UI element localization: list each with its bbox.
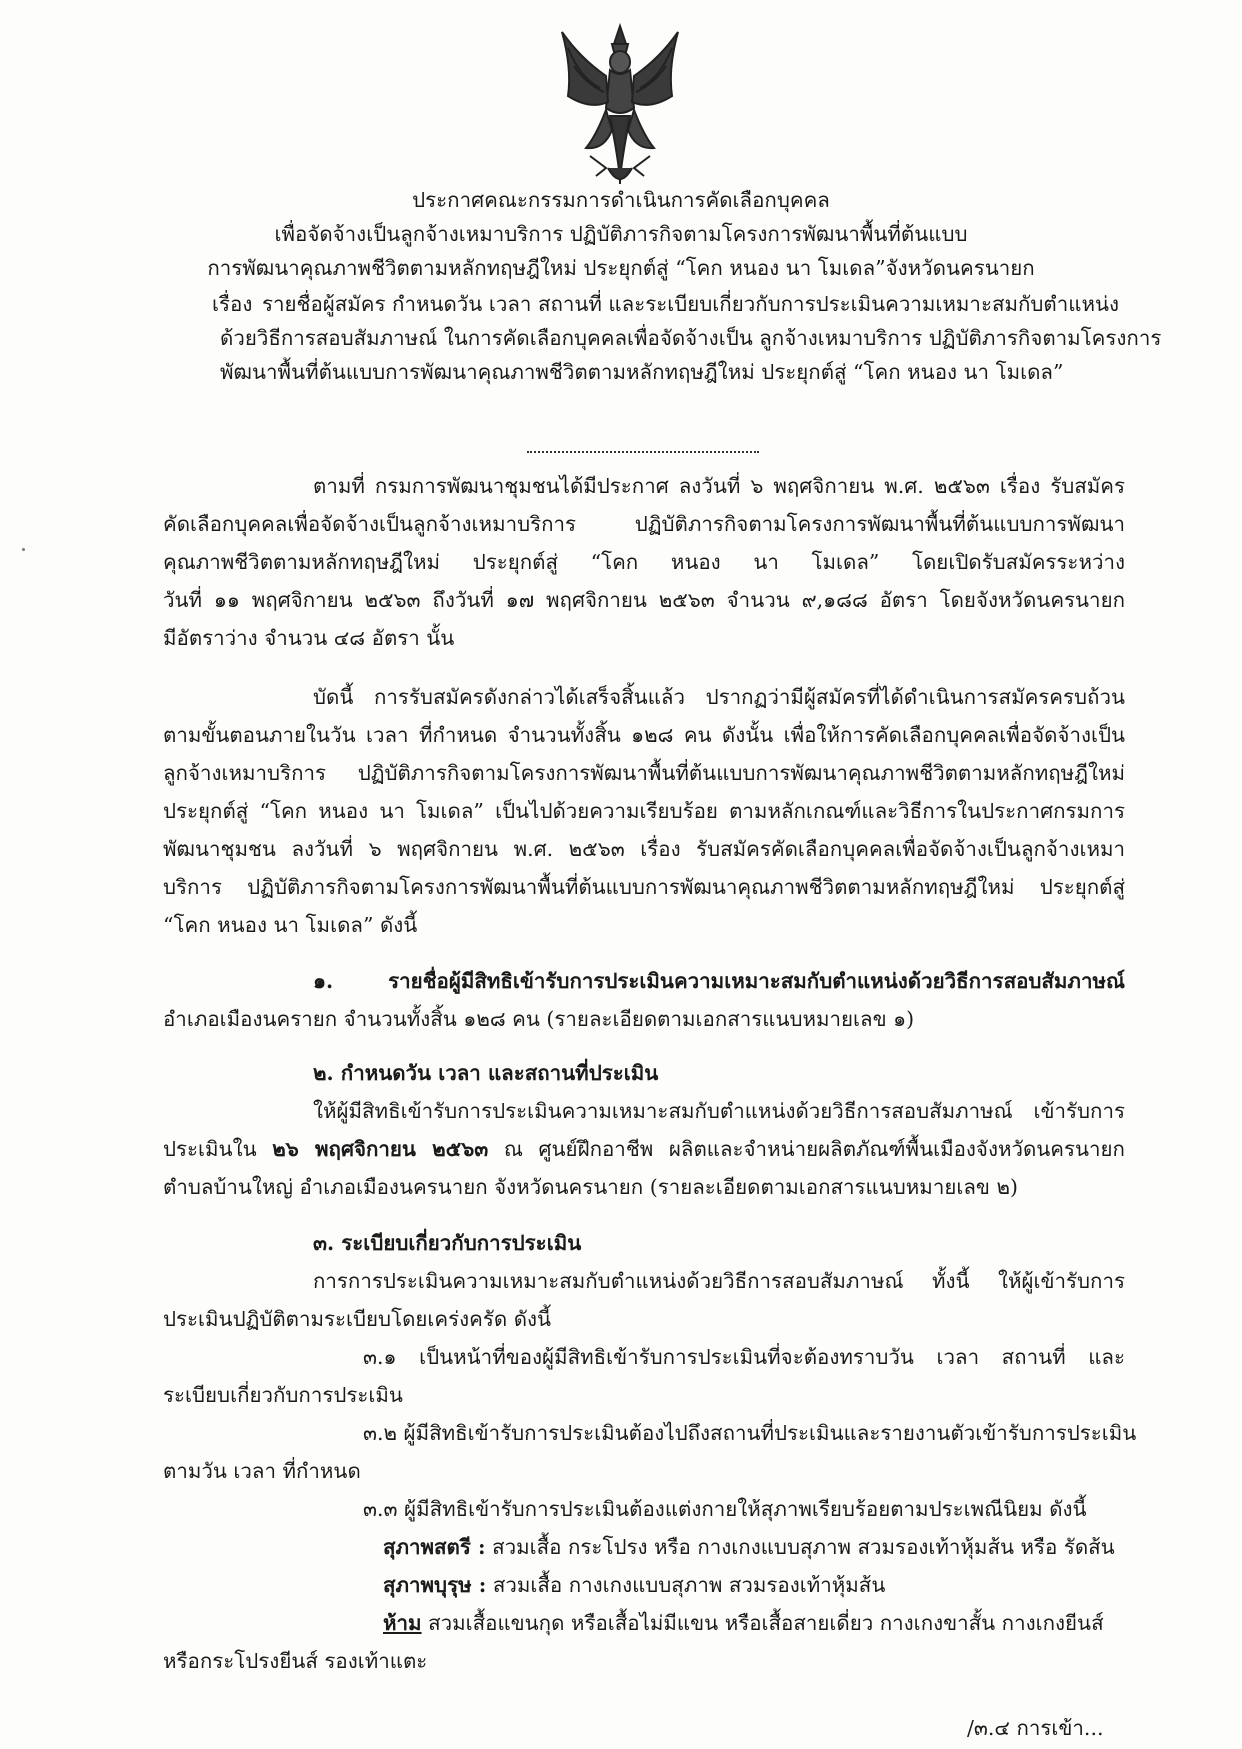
subject-line-2: ด้วยวิธีการสอบสัมภาษณ์ ในการคัดเลือกบุคคลเพื่อจัดจ้างเป็น ลูกจ้างเหมาบริการ ปฏิบัติภารกิจตามโครงการ (220, 326, 1162, 350)
para1-line-1: ตามที่ กรมการพัฒนาชุมชนได้มีประกาศ ลงวันที่ ๖ พฤศจิกายน พ.ศ. ๒๕๖๓ เรื่อง รับสมัคร (313, 474, 1125, 498)
scan-speck (22, 548, 25, 551)
dress-women-label: สุภาพสตรี : (383, 1535, 486, 1559)
continuation-marker: /๓.๔ การเข้า... (967, 1716, 1104, 1740)
para2-line-6: บริการ ปฏิบัติภารกิจตามโครงการพัฒนาพื้นที่ต้นแบบการพัฒนาคุณภาพชีวิตตามหลักทฤษฎีใหม่ ประยุกต์สู่ (163, 875, 1125, 899)
section3-heading: ๓. ระเบียบเกี่ยวกับการประเมิน (313, 1231, 582, 1255)
subject-label: เรื่อง (212, 292, 253, 316)
section2-line-3: ตำบลบ้านใหญ่ อำเภอเมืองนครนายก จังหวัดนครนายก (รายละเอียดตามเอกสารแนบหมายเลข ๒) (163, 1175, 1018, 1199)
para1-line-5: มีอัตราว่าง จำนวน ๔๘ อัตรา นั้น (163, 626, 455, 650)
section2-date: ๒๖ พฤศจิกายน ๒๕๖๓ (272, 1137, 489, 1161)
para1-line-4: วันที่ ๑๑ พฤศจิกายน ๒๕๖๓ ถึงวันที่ ๑๗ พฤศจิกายน ๒๕๖๓ จำนวน ๙,๑๘๘ อัตรา โดยจังหวัดนครนายก (163, 588, 1125, 612)
para2-line-1: บัดนี้ การรับสมัครดังกล่าวได้เสร็จสิ้นแล้ว ปรากฏว่ามีผู้สมัครที่ได้ดำเนินการสมัครครบถ้วน (313, 685, 1125, 709)
section3-item3: ๓.๓ ผู้มีสิทธิเข้ารับการประเมินต้องแต่งกายให้สุภาพเรียบร้อยตามประเพณีนิยม ดังนี้ (363, 1497, 1087, 1521)
subject-line-1: รายชื่อผู้สมัคร กำหนดวัน เวลา สถานที่ และระเบียบเกี่ยวกับการประเมินความเหมาะสมกับตำแหน่ง (262, 292, 1119, 316)
section2-heading: ๒. กำหนดวัน เวลา และสถานที่ประเมิน (313, 1061, 659, 1085)
section1-heading: ๑. รายชื่อผู้มีสิทธิเข้ารับการประเมินความเหมาะสมกับตำแหน่งด้วยวิธีการสอบสัมภาษณ์ (313, 969, 1125, 993)
dress-women (383, 1530, 1115, 1564)
para2-line-4: ประยุกต์สู่ “โคก หนอง นา โมเดล” เป็นไปด้วยความเรียบร้อย ตามหลักเกณฑ์และวิธีการในประกาศกรมการ (163, 799, 1125, 823)
section3-intro-1: การการประเมินความเหมาะสมกับตำแหน่งด้วยวิธีการสอบสัมภาษณ์ ทั้งนี้ ให้ผู้เข้ารับการ (313, 1269, 1125, 1293)
dress-men (383, 1568, 885, 1602)
section2-line-1: ให้ผู้มีสิทธิเข้ารับการประเมินความเหมาะสมกับตำแหน่งด้วยวิธีการสอบสัมภาษณ์ เข้ารับการ (313, 1099, 1125, 1123)
para2-line-2: ตามขั้นตอนภายในวัน เวลา ที่กำหนด จำนวนทั้งสิ้น ๑๒๘ คน ดังนั้น เพื่อให้การคัดเลือกบุคคลเพื่อจัดจ้างเป็น (163, 723, 1125, 747)
section2-line-2-post: ณ ศูนย์ฝึกอาชีพ ผลิตและจำหน่ายผลิตภัณฑ์พื้นเมืองจังหวัดนครนายก (503, 1137, 1125, 1161)
section3-item1-b: ระเบียบเกี่ยวกับการประเมิน (163, 1383, 403, 1407)
section3-item1-a: ๓.๑ เป็นหน้าที่ของผู้มีสิทธิเข้ารับการประเมินที่จะต้องทราบวัน เวลา สถานที่ และ (363, 1345, 1125, 1369)
section2-line-2-pre: ประเมินใน (163, 1137, 257, 1161)
subject-line-3: พัฒนาพื้นที่ต้นแบบการพัฒนาคุณภาพชีวิตตามหลักทฤษฎีใหม่ ประยุกต์สู่ “โคก หนอง นา โมเดล” (220, 360, 1064, 384)
dress-men-text: สวมเสื้อ กางเกงแบบสุภาพ สวมรองเท้าหุ้มส้น (492, 1573, 886, 1597)
dress-forbid-label: ห้าม (383, 1611, 422, 1635)
para1-line-2: คัดเลือกบุคคลเพื่อจัดจ้างเป็นลูกจ้างเหมาบริการ ปฏิบัติภารกิจตามโครงการพัฒนาพื้นที่ต้นแบบการพัฒนา (163, 512, 1125, 536)
section3-item2-a: ๓.๒ ผู้มีสิทธิเข้ารับการประเมินต้องไปถึงสถานที่ประเมินและรายงานตัวเข้ารับการประเมิน (363, 1421, 1137, 1445)
para2-line-5: พัฒนาชุมชน ลงวันที่ ๖ พฤศจิกายน พ.ศ. ๒๕๖๓ เรื่อง รับสมัครคัดเลือกบุคคลเพื่อจัดจ้างเป็นลูกจ้างเหมา (163, 837, 1125, 861)
dress-forbid-cont: หรือกระโปรงยีนส์ รองเท้าแตะ (163, 1649, 428, 1673)
section3-intro-2: ประเมินปฏิบัติตามระเบียบโดยเคร่งครัด ดังนี้ (163, 1307, 552, 1331)
section3-item2-b: ตามวัน เวลา ที่กำหนด (163, 1459, 361, 1483)
separator-dots (527, 451, 759, 453)
dress-forbid-text: สวมเสื้อแขนกุด หรือเสื้อไม่มีแขน หรือเสื้อสายเดี่ยว กางเกงขาสั้น กางเกงยีนส์ (428, 1611, 1104, 1635)
section1-text: อำเภอเมืองนครายก จำนวนทั้งสิ้น ๑๒๘ คน (รายละเอียดตามเอกสารแนบหมายเลข ๑) (163, 1007, 915, 1031)
header-line-2: เพื่อจัดจ้างเป็นลูกจ้างเหมาบริการ ปฏิบัติภารกิจตามโครงการพัฒนาพื้นที่ต้นแบบ (274, 222, 968, 246)
para2-line-3: ลูกจ้างเหมาบริการ ปฏิบัติภารกิจตามโครงการพัฒนาพื้นที่ต้นแบบการพัฒนาคุณภาพชีวิตตามหลักทฤษฎีใหม่ (163, 761, 1125, 785)
dress-women-text: สวมเสื้อ กระโปรง หรือ กางเกงแบบสุภาพ สวมรองเท้าหุ้มส้น หรือ รัดส้น (492, 1535, 1115, 1559)
para1-line-3: คุณภาพชีวิตตามหลักทฤษฎีใหม่ ประยุกต์สู่ “โคก หนอง นา โมเดล” โดยเปิดรับสมัครระหว่าง (163, 550, 1125, 574)
dress-forbid (383, 1606, 1104, 1640)
garuda-emblem-icon (550, 18, 690, 193)
header-line-1: ประกาศคณะกรรมการดำเนินการคัดเลือกบุคคล (412, 188, 830, 212)
header-line-3: การพัฒนาคุณภาพชีวิตตามหลักทฤษฎีใหม่ ประยุกต์สู่ “โคก หนอง นา โมเดล”จังหวัดนครนายก (207, 256, 1035, 280)
dress-men-label: สุภาพบุรุษ : (383, 1573, 487, 1597)
para2-line-7: “โคก หนอง นา โมเดล” ดังนี้ (163, 913, 418, 937)
section2-line-2 (163, 1132, 1125, 1166)
